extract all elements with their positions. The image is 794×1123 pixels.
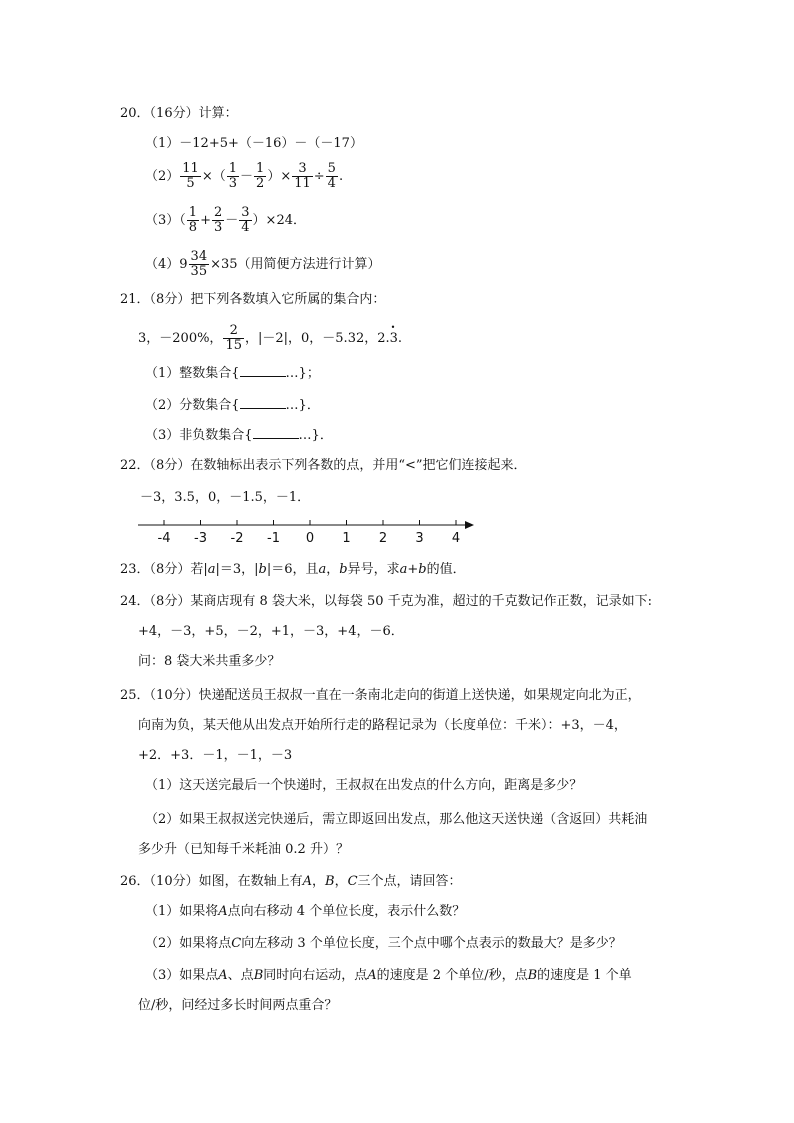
number-line-tick-label: -1: [267, 531, 280, 546]
answer-blank[interactable]: [240, 364, 286, 377]
fraction: $\frac{2}{3}$: [213, 205, 223, 235]
q20-part4: （4）9 $\frac{34}{35}$ ×35（用简便方法进行计算）: [145, 249, 381, 279]
q25-line3: +2．+3．－1，－1，－3: [138, 748, 293, 763]
q24-data: +4，－3，+5，－2，+1，－3，+4，－6．: [138, 624, 404, 639]
q26-sub3-cont: 位/秒，问经过多长时间两点重合？: [138, 998, 338, 1013]
q22-heading: 22．（8分）在数轴标出表示下列各数的点，并用“<”把它们连接起来．: [120, 458, 527, 473]
fraction: $\frac{1}{3}$: [228, 161, 238, 191]
q21-set-integers: （1）整数集合{ …}；: [145, 366, 320, 381]
q21-heading: 21．（8分）把下列各数填入它所属的集合内：: [120, 292, 386, 307]
repeating-decimal-digit: • 3: [390, 329, 398, 349]
number-line-tick-label: 1: [342, 531, 351, 546]
q25-sub2-cont: 多少升（已知每千米耗油 0.2 升）？: [138, 842, 349, 857]
q26-sub1: （1）如果将A点向右移动 4 个单位长度，表示什么数？: [145, 904, 466, 919]
fraction: $\frac{1}{8}$: [188, 205, 198, 235]
number-line-tick-label: 0: [305, 531, 315, 546]
q20-part1: （1）－12+5+（－16）－（－17）: [145, 136, 363, 151]
q25-sub2: （2）如果王叔叔送完快递后，需立即返回出发点，那么他这天送快递（含返回）共耗油: [145, 812, 648, 827]
q20-heading: 20．（16分）计算：: [120, 106, 238, 121]
fraction: $\frac{34}{35}$: [190, 249, 208, 279]
q20-part2: （2） $\frac{11}{5}$ ×（ $\frac{1}{3}$ － $\frac{1}{2}$ ）× $\frac{3}{11}$ ÷ $\frac{5}{4}$ .: [145, 161, 344, 191]
q24-question: 问：8 袋大米共重多少？: [138, 654, 281, 669]
q25-line2: 向南为负，某天他从出发点开始所行走的路程记录为（长度单位：千米）：+3，－4，: [138, 718, 627, 733]
number-line: [130, 514, 490, 554]
q26-sub2: （2）如果将点C向左移动 3 个单位长度，三个点中哪个点表示的数最大？是多少？: [145, 936, 622, 951]
fraction: $\frac{3}{4}$: [241, 205, 250, 235]
fraction: $\frac{1}{2}$: [256, 161, 265, 191]
fraction: $\frac{5}{4}$: [327, 161, 336, 191]
q21-set-nonnegative: （3）非负数集合{ …}．: [145, 428, 333, 443]
fraction: $\frac{3}{11}$: [294, 161, 311, 191]
number-line-tick-label: -4: [157, 531, 171, 546]
q25-sub1: （1）这天送完最后一个快递时，王叔叔在出发点的什么方向，距离是多少？: [145, 778, 583, 793]
q26-heading: 26．（10分）如图，在数轴上有A，B，C三个点，请回答：: [120, 874, 462, 889]
q23-text: 23．（8分）若|a|＝3，|b|＝6，且a，b异号，求a+b的值．: [120, 562, 466, 577]
number-line-tick-label: 4: [451, 531, 461, 546]
q26-sub3: （3）如果点A、点B同时向右运动，点A的速度是 2 个单位/秒，点B的速度是 1 个单: [145, 968, 632, 983]
number-line-tick-label: -3: [194, 531, 207, 546]
answer-blank[interactable]: [240, 396, 286, 409]
number-line-tick-label: 3: [415, 531, 424, 546]
fraction: $\frac{2}{15}$: [225, 323, 242, 353]
fraction: $\frac{11}{5}$: [182, 161, 199, 191]
q24-heading: 24．（8分）某商店现有 8 袋大米，以每袋 50 千克为准，超过的千克数记作正数，记录如下:: [120, 594, 653, 609]
q22-numbers: －3，3.5，0，－1.5，－1．: [140, 490, 311, 505]
number-line-tick-label: -2: [230, 531, 244, 546]
q20-part3: （3）（ $\frac{1}{8}$ + $\frac{2}{3}$ － $\frac{3}{4}$ ）×24．: [145, 205, 306, 235]
q21-set-fractions: （2）分数集合{ …}．: [145, 398, 320, 413]
q21-numbers: 3，－200%， $\frac{2}{15}$ ，|－2|，0，－5.32，2.• 3.: [138, 324, 402, 353]
q25-line1: 25．（10分）快递配送员王叔叔一直在一条南北走向的街道上送快递，如果规定向北为正，: [120, 688, 641, 703]
number-line-tick-label: 2: [378, 531, 388, 546]
answer-blank[interactable]: [253, 426, 299, 439]
